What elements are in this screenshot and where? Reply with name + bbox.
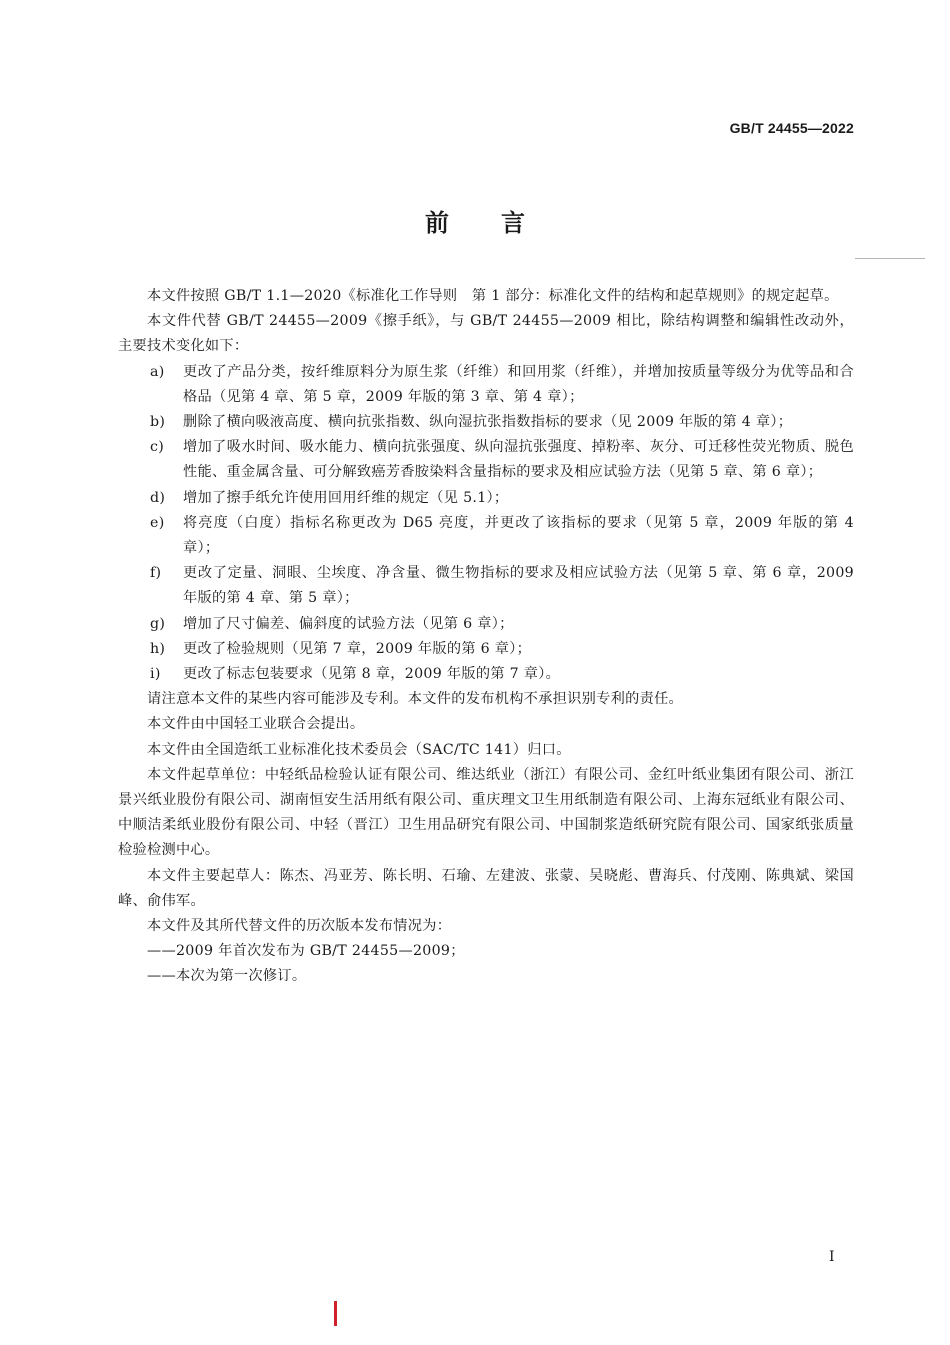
list-marker: e)	[150, 514, 165, 531]
history-item: ——本次为第一次修订。	[147, 968, 307, 985]
paragraph-patent-notice: 请注意本文件的某些内容可能涉及专利。本文件的发布机构不承担识别专利的责任。	[147, 691, 684, 708]
list-item-text: 更改了产品分类，按纤维原料分为原生浆（纤维）和回用浆（纤维），并增加按质量等级分为优等品和合格品（见第 4 章、第 5 章，2009 年版的第 3 章、第 4 章）；	[183, 363, 854, 405]
paragraph-drafters: 本文件主要起草人：陈杰、冯亚芳、陈长明、石瑜、左建波、张蒙、吴晓彪、曹海兵、付茂刚、陈典斌、梁国峰、俞伟军。	[118, 867, 854, 909]
list-item	[118, 612, 854, 637]
list-item-text: 增加了吸水时间、吸水能力、横向抗张强度、纵向湿抗张强度、掉粉率、灰分、可迁移性荧光物质、脱色性能、重金属含量、可分解致癌芳香胺染料含量指标的要求及相应试验方法（见第 5 章、第 6 章）；	[183, 439, 854, 481]
list-marker: a)	[150, 363, 165, 380]
list-item	[118, 435, 854, 485]
list-marker: f)	[150, 565, 162, 582]
margin-mark	[855, 258, 925, 259]
document-body	[118, 284, 854, 990]
paragraph-committee: 本文件由全国造纸工业标准化技术委员会（SAC/TC 141）归口。	[147, 741, 571, 758]
paragraph-replacement: 本文件代替 GB/T 24455—2009《擦手纸》，与 GB/T 24455—2009 相比，除结构调整和编辑性改动外，主要技术变化如下：	[118, 313, 854, 355]
list-item	[118, 561, 854, 611]
paragraph-drafting-units: 本文件起草单位：中轻纸品检验认证有限公司、维达纸业（浙江）有限公司、金红叶纸业集团有限公司、浙江景兴纸业股份有限公司、湖南恒安生活用纸有限公司、重庆理文卫生用纸制造有限公司、上海东冠纸业有限公司、中顺洁柔纸业股份有限公司、中轻（晋江）卫生用品研究有限公司、中国制浆造纸研究院有限公司、国家纸张质量检验检测中心。	[118, 766, 854, 859]
paragraph-proposer: 本文件由中国轻工业联合会提出。	[147, 716, 365, 733]
paragraph-history-intro: 本文件及其所代替文件的历次版本发布情况为：	[147, 918, 452, 935]
list-marker: c)	[150, 439, 165, 456]
list-item-text: 增加了擦手纸允许使用回用纤维的规定（见 5.1）；	[183, 489, 509, 506]
list-item-text: 将亮度（白度）指标名称更改为 D65 亮度，并更改了该指标的要求（见第 5 章，2009 年版的第 4 章）；	[183, 514, 854, 557]
list-item-text: 删除了横向吸液高度、横向抗张指数、纵向湿抗张指数指标的要求（见 2009 年版的第 4 章）；	[183, 414, 793, 431]
list-marker: d)	[150, 489, 166, 506]
page-title: 前言	[425, 209, 577, 237]
list-marker: h)	[150, 640, 166, 657]
list-item	[118, 637, 854, 662]
list-item-text: 增加了尺寸偏差、偏斜度的试验方法（见第 6 章）；	[183, 615, 514, 632]
list-item-text: 更改了检验规则（见第 7 章，2009 年版的第 6 章）；	[183, 640, 532, 657]
list-marker: g)	[150, 615, 166, 632]
list-item-text: 更改了定量、洞眼、尘埃度、净含量、微生物指标的要求及相应试验方法（见第 5 章、第 6 章，2009 年版的第 4 章、第 5 章）；	[183, 565, 854, 607]
paragraph-drafting-rule: 本文件按照 GB/T 1.1—2020《标准化工作导则 第 1 部分：标准化文件的结构和起草规则》的规定起草。	[147, 288, 839, 304]
list-marker: b)	[150, 414, 166, 431]
changes-list	[118, 360, 854, 688]
page-number: I	[829, 1249, 835, 1265]
list-item-text: 更改了标志包装要求（见第 8 章，2009 年版的第 7 章）。	[183, 666, 561, 683]
history-item: ——2009 年首次发布为 GB/T 24455—2009；	[147, 943, 465, 960]
list-item	[118, 662, 854, 687]
list-item	[118, 511, 854, 561]
red-cursor-mark	[334, 1301, 337, 1326]
list-item	[118, 360, 854, 410]
list-item	[118, 486, 854, 511]
list-marker: i)	[150, 666, 161, 683]
standard-code: GB/T 24455—2022	[729, 120, 854, 136]
list-item	[118, 410, 854, 435]
